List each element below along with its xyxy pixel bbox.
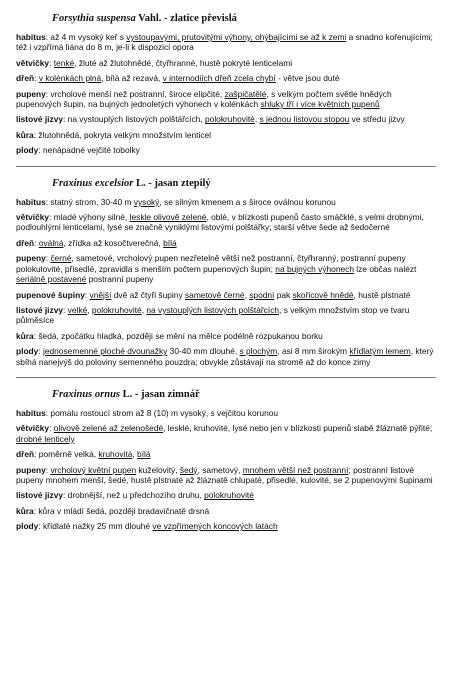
scientific-name: Fraxinus ornus — [52, 388, 120, 400]
underlined-text: seriálně postavené — [16, 274, 87, 285]
trait-text: , sametové, vrcholový pupen nezřetelně větší než postranní, čtyřhranný, postranní pupeny polokulovité, přisedlé, zpravidla s menším počtem pupenových šupin; — [16, 253, 406, 274]
trait-paragraph — [16, 346, 436, 367]
trait-text: , který sbíhá nanejvýš do poloviny semenného pouzdra; obvykle zůstávají na stromě až do konce zimy — [16, 346, 434, 367]
underlined-text: jednosemenné ploché dvounažky — [43, 346, 168, 357]
trait-label: plody — [16, 346, 39, 357]
author-and-common-name: Vahl. - zlatice převislá — [135, 13, 237, 24]
trait-text: : — [63, 304, 68, 315]
underlined-text: ve vzpřímených koncových latách — [152, 521, 278, 532]
species-heading — [52, 177, 436, 190]
trait-paragraph — [16, 32, 436, 53]
underlined-text: na vystouplých listových polštářcích — [146, 304, 280, 315]
author-and-common-name: L. - jasan zimnář — [120, 388, 200, 400]
underlined-text: na bujných výhonech — [275, 263, 354, 274]
section-divider — [16, 166, 436, 167]
trait-text: : — [34, 237, 39, 248]
trait-paragraph — [16, 331, 436, 341]
trait-label: dřeň — [16, 237, 35, 248]
underlined-text: mnohem větší než postranní — [242, 464, 349, 475]
trait-text: , s velkým množstvím stop ve tvaru půlměsíce — [16, 304, 410, 326]
trait-text: : drobnější, než u předchozího druhu, — [63, 490, 205, 501]
underlined-text: polokruhovité — [91, 304, 142, 315]
trait-label: plody — [16, 145, 39, 156]
trait-paragraph — [16, 212, 436, 233]
trait-paragraph — [16, 89, 436, 110]
trait-paragraph — [16, 73, 436, 83]
species-heading — [52, 388, 436, 401]
trait-label: větvičky — [16, 57, 50, 68]
trait-text: : — [49, 423, 54, 434]
trait-text: , sametový, — [197, 464, 243, 475]
underlined-text: s jednou listovou stopou — [259, 114, 350, 125]
underlined-text: černé — [50, 253, 72, 264]
trait-label: větvičky — [16, 212, 50, 223]
trait-paragraph — [16, 130, 436, 140]
trait-paragraph — [16, 197, 436, 207]
trait-paragraph — [16, 408, 436, 418]
trait-text: : — [45, 253, 51, 264]
species-section — [16, 177, 436, 367]
trait-label: kůra — [16, 330, 34, 341]
trait-text: , s velkým počtem světle hnědých pupenových šupin, na bujných jednoletých výhonech v kolénkách — [16, 88, 392, 110]
document-page — [16, 12, 436, 542]
trait-paragraph — [16, 253, 436, 284]
underlined-text: vysoký — [133, 196, 160, 207]
trait-text: , oblé, v blízkosti pupenů často smáčklé, s velmi drobnými, podlouhlými lenticelami, lysé se značně vyniklými listovými polštářky; starší větve šede až šedočerné — [16, 212, 424, 233]
trait-text: : žlutohnědá, pokryta velkým množstvím lenticel — [33, 129, 212, 140]
underlined-text: s plochým — [239, 346, 278, 357]
trait-label: dřeň — [16, 73, 35, 84]
trait-label: listové jizvy — [16, 114, 64, 125]
trait-text: , lesklé, kruhovité, lysé nebo jen v blízkosti pupenů slabě žláznatě pýřité; — [163, 423, 433, 434]
underlined-text: šedý — [179, 464, 198, 475]
trait-text: : poměrně velká, — [34, 449, 99, 460]
trait-text: : až 4 m vysoký keř s — [45, 32, 127, 42]
underlined-text: velké — [67, 304, 88, 315]
trait-label: pupeny — [16, 253, 46, 264]
trait-text: : šedá, zpočátku hladká, později se mění na mělce podélně rozpukanou borku — [33, 330, 323, 341]
trait-text: : — [45, 464, 51, 475]
trait-paragraph — [16, 145, 436, 155]
trait-text: ; postranní listové pupeny mnohem menší, šedé, hustě plstnaté až žláznatě chlupaté, přisedlé, kulovité, se 2 pupenovými šupinami — [16, 464, 433, 485]
underlined-text: polokruhovité — [205, 114, 255, 125]
trait-text: ve středu jizvy — [349, 114, 405, 125]
underlined-text: spodní — [249, 289, 275, 300]
underlined-text: olivově zelené až zelenošedé — [53, 423, 164, 434]
trait-paragraph — [16, 423, 436, 444]
underlined-text: polokruhovité — [204, 490, 254, 501]
trait-label: plody — [16, 521, 39, 532]
trait-text: postranní pupeny — [86, 274, 154, 285]
underlined-text: skořicově hnědé — [292, 289, 354, 300]
trait-text: , — [254, 114, 260, 125]
trait-label: pupeny — [16, 88, 46, 99]
underlined-text: sametově černé — [184, 289, 245, 300]
trait-text: , asi 8 mm širokým — [277, 346, 350, 357]
trait-paragraph — [16, 290, 436, 300]
trait-paragraph — [16, 490, 436, 500]
trait-text: : — [84, 289, 90, 300]
scientific-name: Fraxinus excelsior — [52, 177, 134, 189]
trait-text: , zřídka až kosočtverečná, — [63, 237, 164, 248]
trait-text: - větve jsou duté — [275, 73, 340, 84]
trait-text: , — [244, 289, 250, 300]
trait-text: : statný strom, 30-40 m — [45, 196, 134, 207]
trait-label: habitus — [16, 32, 46, 42]
trait-text: a snadno kořenujícími; též i vzpřímá liána do 8 m, je-li k dispozici opora — [16, 32, 433, 53]
underlined-text: vystoupavými, prutovitými výhony, ohýbajícími se až k zemi — [126, 32, 347, 42]
species-heading — [52, 12, 436, 25]
trait-text: : — [34, 73, 39, 84]
underlined-text: oválná — [38, 237, 64, 248]
trait-label: větvičky — [16, 423, 50, 434]
trait-label: dřeň — [16, 449, 35, 460]
trait-text: , — [141, 304, 147, 315]
trait-label: kůra — [16, 505, 34, 516]
trait-text: : kůra v mládí šedá, později bradavičnatě drsná — [33, 505, 210, 516]
trait-text: : — [49, 57, 54, 68]
trait-text: : křídlaté nažky 25 mm dlouhé — [38, 521, 153, 532]
trait-text: , hustě plstnaté — [353, 289, 411, 300]
trait-text: : pomalu rostoucí strom až 8 (10) m vysoký, s vejčitou korunou — [45, 407, 279, 418]
trait-label: pupenové šupiny — [16, 289, 85, 300]
trait-paragraph — [16, 449, 436, 459]
underlined-text: křídlatým lemem — [349, 346, 411, 357]
trait-label: listové jizvy — [16, 304, 64, 315]
trait-label: listové jizvy — [16, 490, 64, 501]
trait-text: 30-40 mm dlouhé, — [167, 346, 240, 357]
underlined-text: bílá — [137, 449, 151, 460]
trait-paragraph — [16, 238, 436, 248]
trait-label: habitus — [16, 196, 46, 207]
underlined-text: leskle olivově zelené — [129, 212, 207, 223]
underlined-text: vnější — [89, 289, 112, 300]
underlined-text: v kolénkách plná — [38, 73, 102, 84]
trait-text: , bílá až rezavá, — [101, 73, 163, 84]
underlined-text: zašpičatělé — [224, 88, 267, 99]
underlined-text: v internodiích dřeň zcela chybí — [162, 73, 276, 84]
trait-text: : vrcholové menší než postranní, široce elipčité, — [45, 88, 225, 99]
species-section — [16, 388, 436, 532]
trait-label: habitus — [16, 407, 46, 418]
trait-paragraph — [16, 58, 436, 68]
trait-text: , — [132, 449, 138, 460]
trait-paragraph — [16, 506, 436, 516]
trait-text: , — [87, 304, 92, 315]
trait-text: : mladé výhony silné, — [49, 212, 130, 223]
trait-label: kůra — [16, 129, 34, 140]
section-divider — [16, 377, 436, 378]
trait-text: lze občas nalézt — [353, 263, 417, 274]
trait-paragraph — [16, 465, 436, 486]
underlined-text: drobné lenticely — [16, 433, 75, 444]
underlined-text: kruhovitá — [98, 449, 133, 460]
underlined-text: shluky tří i více květních pupenů — [260, 99, 380, 110]
trait-text: kuželovitý, — [136, 464, 180, 475]
trait-text: pak — [274, 289, 293, 300]
underlined-text: vrcholový květní pupen — [50, 464, 137, 475]
trait-text: , se silným kmenem a s široce oválnou korunou — [159, 196, 336, 207]
scientific-name: Forsythia suspensa — [52, 13, 136, 24]
trait-paragraph — [16, 521, 436, 531]
trait-text: : nenápadné vejčité tobolky — [38, 145, 140, 156]
trait-text: dvě až čtyři šupiny — [111, 289, 185, 300]
trait-text: : — [38, 346, 43, 357]
trait-label: pupeny — [16, 464, 46, 475]
trait-text: : na vystouplých listových polštářcích, — [63, 114, 205, 125]
trait-text: , žluté až žlutohnědé, čtyřhranné, hustě pokryté lenticelami — [74, 57, 293, 68]
species-section — [16, 12, 436, 156]
author-and-common-name: L. - jasan ztepilý — [133, 177, 211, 189]
trait-paragraph — [16, 305, 436, 326]
trait-paragraph — [16, 114, 436, 124]
underlined-text: tenké — [53, 57, 75, 68]
underlined-text: bílá — [163, 237, 177, 248]
